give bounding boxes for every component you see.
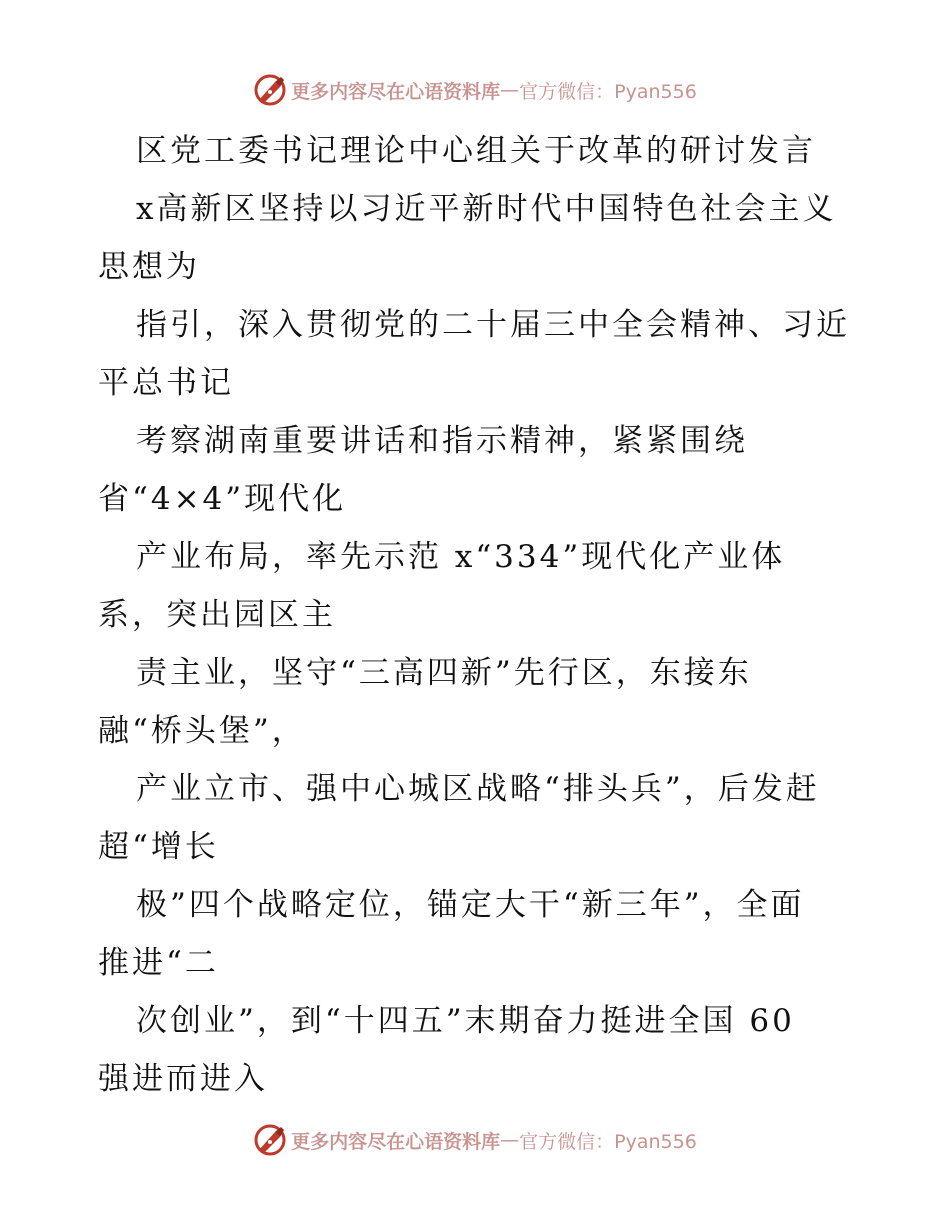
text-line: 平总书记 — [98, 365, 234, 401]
footer-brand-text: 更多内容尽在心语资料库 — [291, 1130, 501, 1153]
text-line: 融“桥头堡”， — [98, 713, 306, 749]
text-line: 产业立市、强中心城区战略“排头兵”，后发赶 — [136, 771, 820, 807]
text-line: 考察湖南重要讲话和指示精神，紧紧围绕 — [136, 423, 748, 459]
text-line: x高新区坚持以习近平新时代中国特色社会主义 — [136, 191, 837, 227]
text-line: 推进“二 — [98, 945, 219, 981]
text-line: 超“增长 — [98, 829, 219, 865]
footer-wechat-text: 官方微信：Pyan556 — [519, 1130, 697, 1153]
header-banner — [0, 70, 950, 110]
footer-banner — [0, 1120, 950, 1160]
pen-nib-logo-icon — [253, 1123, 287, 1157]
text-line: 强进而进入 — [98, 1061, 268, 1097]
header-wechat-text: 官方微信：Pyan556 — [519, 80, 697, 103]
text-line: 思想为 — [98, 249, 200, 285]
footer-dash: — — [500, 1129, 520, 1151]
pen-nib-logo-icon — [253, 73, 287, 107]
text-line: 极”四个战略定位，锚定大干“新三年”，全面 — [136, 887, 805, 923]
text-line: 责主业，坚守“三高四新”先行区，东接东 — [136, 655, 752, 691]
header-dash: — — [500, 79, 520, 101]
text-line: 系，突出园区主 — [98, 597, 336, 633]
header-brand-text: 更多内容尽在心语资料库 — [291, 80, 501, 103]
document-body — [98, 122, 868, 1108]
text-line: 产业布局，率先示范 x“334”现代化产业体 — [136, 539, 786, 575]
text-line: 省“4×4”现代化 — [98, 481, 347, 517]
text-line: 指引，深入贯彻党的二十届三中全会精神、习近 — [136, 307, 850, 343]
text-line: 次创业”，到“十四五”末期奋力挺进全国 60 — [136, 1003, 795, 1039]
document-title: 区党工委书记理论中心组关于改革的研讨发言 — [136, 133, 816, 169]
